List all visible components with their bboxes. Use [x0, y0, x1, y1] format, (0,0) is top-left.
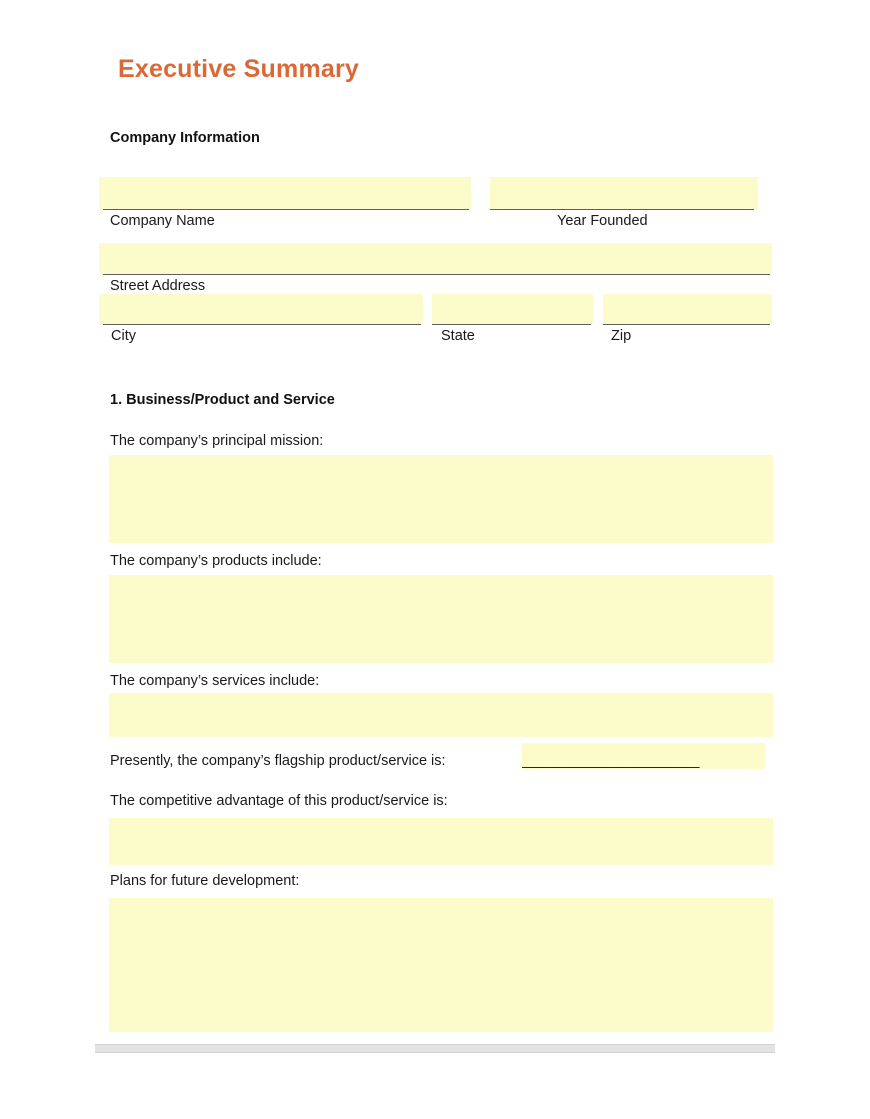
flagship-product-label: Presently, the company’s flagship product/service is:: [110, 753, 446, 769]
street-address-input[interactable]: [99, 243, 772, 274]
company-name-input[interactable]: [99, 177, 471, 209]
services-include-textarea[interactable]: [109, 693, 773, 737]
zip-label: Zip: [611, 328, 632, 344]
company-name-label: Company Name: [110, 213, 215, 229]
company-information-heading: Company Information: [110, 130, 260, 146]
competitive-advantage-label: The competitive advantage of this product/service is:: [110, 793, 448, 809]
products-include-textarea[interactable]: [109, 575, 773, 663]
year-founded-input[interactable]: [490, 177, 758, 209]
company-name-underline: [103, 209, 469, 210]
city-underline: [103, 324, 421, 325]
page-title: Executive Summary: [118, 55, 360, 83]
city-label: City: [111, 328, 136, 344]
city-input[interactable]: [99, 294, 423, 324]
products-include-label: The company’s products include:: [110, 553, 322, 569]
street-address-underline: [103, 274, 770, 275]
year-founded-underline: [490, 209, 754, 210]
principal-mission-textarea[interactable]: [109, 455, 773, 543]
section-one-heading: 1. Business/Product and Service: [110, 392, 335, 408]
zip-input[interactable]: [603, 294, 772, 324]
street-address-label: Street Address: [110, 278, 206, 294]
state-underline: [432, 324, 591, 325]
future-plans-textarea[interactable]: [109, 898, 773, 1032]
state-input[interactable]: [432, 294, 593, 324]
state-label: State: [441, 328, 475, 344]
principal-mission-label: The company’s principal mission:: [110, 433, 324, 449]
services-include-label: The company’s services include:: [110, 673, 320, 689]
year-founded-label: Year Founded: [557, 213, 648, 229]
flagship-product-rule: ______________________: [522, 753, 700, 769]
page-bottom-divider: [95, 1044, 775, 1053]
zip-underline: [603, 324, 770, 325]
competitive-advantage-textarea[interactable]: [109, 818, 773, 865]
future-plans-label: Plans for future development:: [110, 873, 300, 889]
